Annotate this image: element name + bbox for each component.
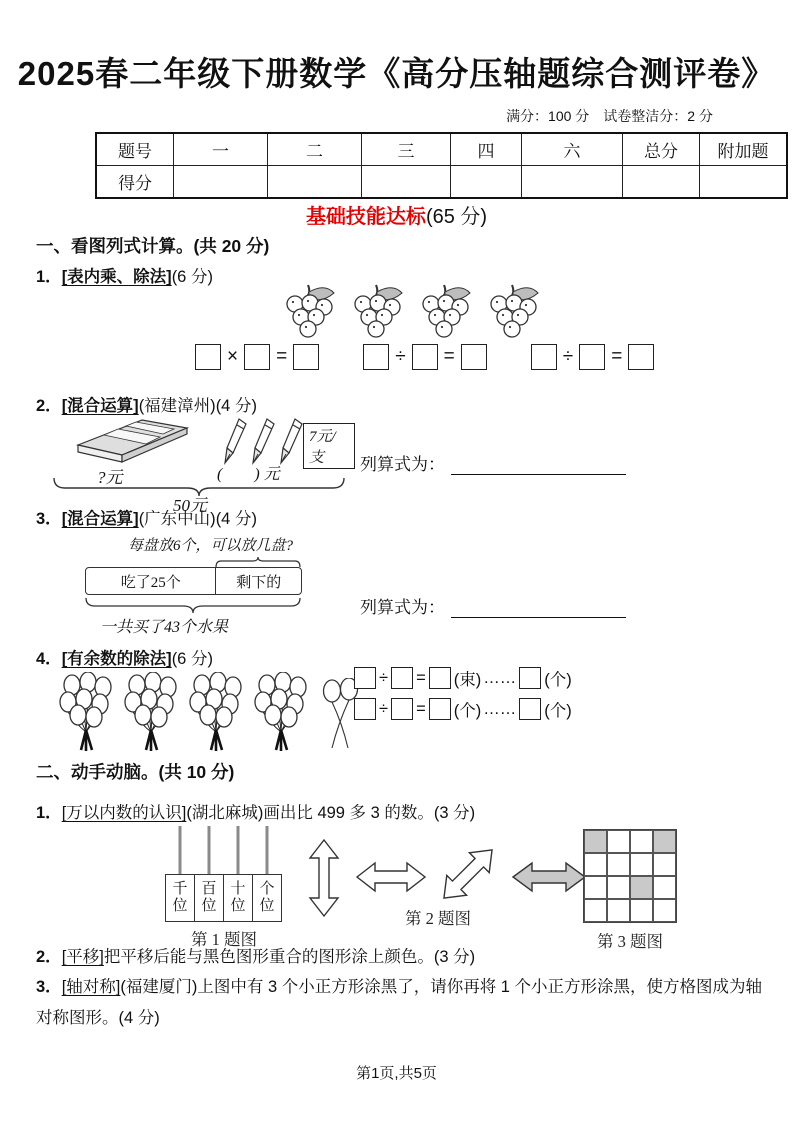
question-tag: [有余数的除法] [61, 650, 172, 668]
equation-token: (束) [453, 671, 482, 689]
grid-cell [607, 899, 630, 922]
question-score: (4 分) [215, 397, 257, 415]
place-value-cell: 个 位 [259, 880, 275, 914]
score-table-header-cell: 题号 [96, 133, 174, 166]
question-3-line [36, 505, 257, 529]
equation-token: ÷ [562, 346, 574, 367]
question-tag: [平移] [61, 948, 104, 966]
score-empty-cell [522, 166, 623, 199]
answer-box [244, 344, 270, 370]
grid-cell [607, 853, 630, 876]
balloon-bunch-icon [253, 672, 309, 757]
division-equation [360, 344, 490, 370]
section2-question-2-line [36, 943, 475, 967]
grape-bunch-icon [350, 281, 404, 344]
score-table-header-cell: 四 [451, 133, 522, 166]
question-2-line [36, 392, 257, 416]
question-score: (6 分) [171, 650, 213, 668]
pen-icon [279, 417, 305, 474]
score-table-header-cell: 六 [522, 133, 623, 166]
q3-question-text: 每盘放6个，可以放几盘? [128, 538, 294, 554]
balloon-bunch-icon [188, 672, 244, 757]
grid-cell [584, 853, 607, 876]
equation-token: …… [483, 668, 517, 687]
equation-token: = [276, 346, 288, 367]
answer-box [391, 667, 413, 689]
question-source: (湖北麻城) [186, 804, 264, 822]
place-value-cell: 千 位 [166, 875, 195, 921]
grid-cell [653, 899, 676, 922]
q2-answer-prompt [360, 450, 626, 475]
equation-token: …… [483, 699, 517, 718]
score-empty-cell [174, 166, 268, 199]
arrows-figure [303, 833, 595, 933]
score-table [95, 132, 788, 199]
shaded-grid-cell [584, 830, 607, 853]
q3-figure [60, 534, 350, 634]
question-tag: [混合运算] [61, 397, 139, 415]
score-empty-cell [268, 166, 362, 199]
grid-cell [653, 853, 676, 876]
answer-box [429, 698, 451, 720]
question-source: (福建漳州) [138, 397, 216, 415]
gray-horizontal-double-arrow-icon [511, 861, 587, 898]
score-table-header-cell: 总分 [623, 133, 700, 166]
score-empty-cell [700, 166, 788, 199]
question-score: (4 分) [215, 510, 257, 528]
question-tag: [万以内数的认识] [61, 804, 187, 822]
count-division-equation [352, 697, 573, 721]
grid-cell [607, 830, 630, 853]
question-score: (4 分) [118, 1009, 160, 1027]
section2-question-3-paragraph [36, 972, 773, 1034]
score-empty-cell [451, 166, 522, 199]
pens-price-label: ( ) 元 [217, 466, 280, 483]
section2-heading: 二、动手动脑。(共 10 分) [36, 762, 235, 782]
grape-bunch-icon [418, 281, 472, 344]
equation-token: (个) [453, 702, 482, 720]
fig1-caption: 第 1 题图 [191, 930, 257, 949]
grapes-figure [282, 281, 540, 344]
section1-heading: 一、看图列式计算。(共 20 分) [36, 236, 270, 256]
grape-bunch-icon [486, 281, 540, 344]
pencil-case-icon [70, 415, 195, 472]
score-empty-cell [623, 166, 700, 199]
division-equation [528, 344, 658, 370]
equation-token: (个) [544, 702, 572, 720]
paper-meta: 满分：100 分 试卷整洁分：2 分 [506, 108, 713, 124]
balloons-figure [58, 672, 362, 757]
equation-token: ÷ [395, 346, 406, 367]
equation-token: = [443, 346, 455, 367]
answer-box [461, 344, 487, 370]
grape-bunch-icon [282, 281, 336, 344]
question-text: 上图中有 3 个小正方形涂黑了，请你再将 1 个小正方形涂黑，使方格图成为轴对称图形。 [36, 978, 763, 1027]
answer-box [531, 344, 557, 370]
score-empty-cell [362, 166, 451, 199]
answer-box [519, 698, 541, 720]
remaining-cell: 剩下的 [215, 568, 301, 594]
grid-cell [607, 876, 630, 899]
answer-box [363, 344, 389, 370]
shaded-grid-cell [653, 830, 676, 853]
question-number: 2． [36, 397, 62, 415]
answer-box [293, 344, 319, 370]
balloon-bunches [58, 672, 309, 757]
place-value-cell: 百 位 [195, 875, 224, 921]
answer-box [519, 667, 541, 689]
page-title: 2025春二年级下册数学《高分压轴题综合测评卷》 [17, 55, 776, 92]
total-fruit-label: 一共买了43个水果 [100, 619, 229, 636]
answer-box [628, 344, 654, 370]
equation-token: = [611, 346, 623, 367]
question-source: (广东中山) [138, 510, 216, 528]
question-score: (3 分) [433, 804, 476, 822]
diagonal-double-arrow-icon [435, 841, 501, 912]
place-value-cell: 十 位 [224, 875, 253, 921]
q2-figure [45, 415, 355, 515]
score-table-header-cell: 三 [362, 133, 451, 166]
banner-score-text: (65 分) [425, 206, 488, 228]
grid-cell [630, 899, 653, 922]
answer-blank [451, 601, 626, 618]
answer-box [354, 698, 376, 720]
question-4-line [36, 645, 213, 669]
counting-rods-icon [165, 826, 283, 879]
score-table-header-cell: 附加题 [700, 133, 788, 166]
question-number: 1． [36, 268, 62, 286]
pencil-case-price-label: ?元 [97, 468, 123, 487]
eaten-cell: 吃了25个 [120, 574, 181, 591]
question-number: 4． [36, 650, 62, 668]
grid-cell [630, 830, 653, 853]
fruit-bar-diagram [85, 567, 302, 595]
equation-token: = [416, 668, 426, 687]
question-number: 2． [36, 948, 62, 966]
balloon-bunch-icon [58, 672, 114, 757]
page-footer: 第1页,共5页 [356, 1065, 437, 1082]
answer-box [195, 344, 221, 370]
question-source: (福建厦门) [120, 978, 198, 996]
grid-cell [630, 853, 653, 876]
q1-equations [192, 344, 657, 370]
score-row-label: 得分 [96, 166, 174, 199]
answer-prompt-label: 列算式为： [360, 598, 445, 617]
question-number: 3． [36, 510, 62, 528]
grid-cell [584, 899, 607, 922]
question-tag: [表内乘、除法] [61, 268, 172, 286]
symmetry-grid [583, 829, 677, 923]
question-tag: [混合运算] [61, 510, 139, 528]
shaded-grid-cell [630, 876, 653, 899]
fig2-caption: 第 2 题图 [405, 909, 471, 928]
answer-box [391, 698, 413, 720]
question-1-line [36, 263, 213, 287]
answer-box [579, 344, 605, 370]
q3-answer-prompt [360, 593, 626, 618]
answer-blank [451, 458, 626, 475]
horizontal-double-arrow-icon [355, 861, 427, 898]
grid-cell [653, 876, 676, 899]
section2-question-1-line [36, 799, 475, 823]
score-table-header-cell: 一 [174, 133, 268, 166]
question-text: 把平移后能与黑色图形重合的图形涂上颜色。 [103, 948, 434, 966]
equation-token: = [416, 699, 426, 718]
equation-token: ÷ [379, 668, 389, 687]
equation-token: (个) [544, 671, 572, 689]
question-text: 画出比 499 多 3 的数。 [263, 804, 434, 822]
score-table-header-cell: 二 [268, 133, 362, 166]
question-score: (3 分) [433, 948, 476, 966]
q4-equations [352, 666, 573, 728]
balloon-bunch-icon [123, 672, 179, 757]
place-value-box [165, 874, 282, 922]
equation-token: × [227, 346, 239, 367]
total-price-label: 50元 [173, 496, 207, 515]
section-banner [0, 200, 793, 229]
question-tag: [轴对称] [61, 978, 121, 996]
fig3-caption: 第 3 题图 [597, 932, 663, 951]
answer-box [429, 667, 451, 689]
answer-box [412, 344, 438, 370]
multiplication-equation [192, 344, 322, 370]
bunch-division-equation [352, 666, 573, 690]
grid-cell [584, 876, 607, 899]
banner-red-text: 基础技能达标 [305, 206, 426, 228]
answer-box [354, 667, 376, 689]
vertical-double-arrow-icon [308, 838, 340, 923]
equation-token: ÷ [379, 699, 389, 718]
question-score: (6 分) [171, 268, 213, 286]
question-number: 3． [36, 978, 62, 996]
answer-prompt-label: 列算式为： [360, 455, 445, 474]
pen-price-tag: 7元/支 [303, 423, 355, 469]
question-number: 1． [36, 804, 62, 822]
